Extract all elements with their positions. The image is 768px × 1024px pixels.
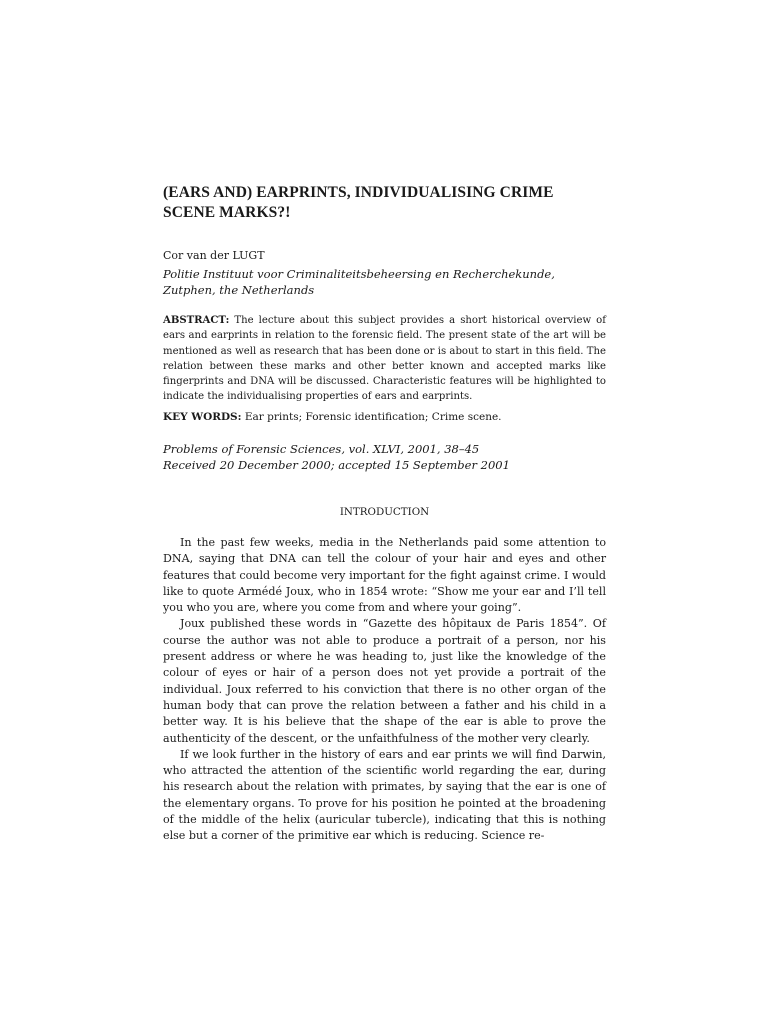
- body-paragraph: If we look further in the history of ears and ear prints we will find Darwin, who attracted the attention of the scientific world regarding the ear, during his research about the relation with primates, by saying that the ear is one of the elementary organs. To prove for his position he pointed at the broadening of the middle of the helix (auricular tubercle), indicating that this is nothing else but a corner of the primitive ear which is reducing. Science re-: [163, 747, 606, 843]
- affiliation-line: Politie Instituut voor Criminaliteitsbeheersing en Recherchekunde,: [163, 267, 555, 281]
- publication-reference: [163, 441, 606, 473]
- keywords-label: KEY WORDS:: [163, 411, 242, 423]
- abstract: [163, 313, 606, 405]
- author-affiliation: [163, 266, 606, 298]
- journal-citation: Problems of Forensic Sciences, vol. XLVI, 2001, 38–45: [163, 442, 480, 456]
- section-heading: INTRODUCTION: [339, 506, 430, 518]
- abstract-label: ABSTRACT:: [163, 315, 230, 326]
- received-dates: Received 20 December 2000; accepted 15 September 2001: [163, 458, 510, 472]
- keywords-text: Ear prints; Forensic identification; Crime scene.: [241, 411, 502, 423]
- keywords: [163, 410, 606, 424]
- body-text: [163, 535, 606, 845]
- affiliation-line: Zutphen, the Netherlands: [163, 283, 315, 297]
- abstract-text: The lecture about this subject provides a short historical overview of ears and earprints in relation to the forensic field. The present state of the art will be mentioned as well as research that has been done or is about to start in this field. The relation between these marks and other better known and accepted marks like fingerprints and DNA will be discussed. Characteristic features will be highlighted to indicate the individualising properties of ears and earprints.: [163, 315, 606, 403]
- author-name: Cor van der LUGT: [163, 249, 265, 262]
- body-paragraph: Joux published these words in “Gazette des hôpitaux de Paris 1854”. Of course the author was not able to produce a portrait of a person, nor his present address or where he was heading to, just like the knowledge of the colour of eyes or hair of a person does not yet provide a portrait of the individual. Joux referred to his conviction that there is no other organ of the human body that can prove the relation between a father and his child in a better way. It is his believe that the shape of the ear is able to prove the authenticity of the descent, or the unfaithfulness of the mother very clearly.: [163, 617, 606, 745]
- body-paragraph: In the past few weeks, media in the Netherlands paid some attention to DNA, saying that DNA can tell the colour of your hair and eyes and other features that could become very important for the fight against crime. I would like to quote Armédé Joux, who in 1854 wrote: “Show me your ear and I’ll tell you who you are, where you come from and where your going”.: [163, 536, 606, 615]
- article-title: (EARS AND) EARPRINTS, INDIVIDUALISING CRIME SCENE MARKS?!: [163, 184, 554, 221]
